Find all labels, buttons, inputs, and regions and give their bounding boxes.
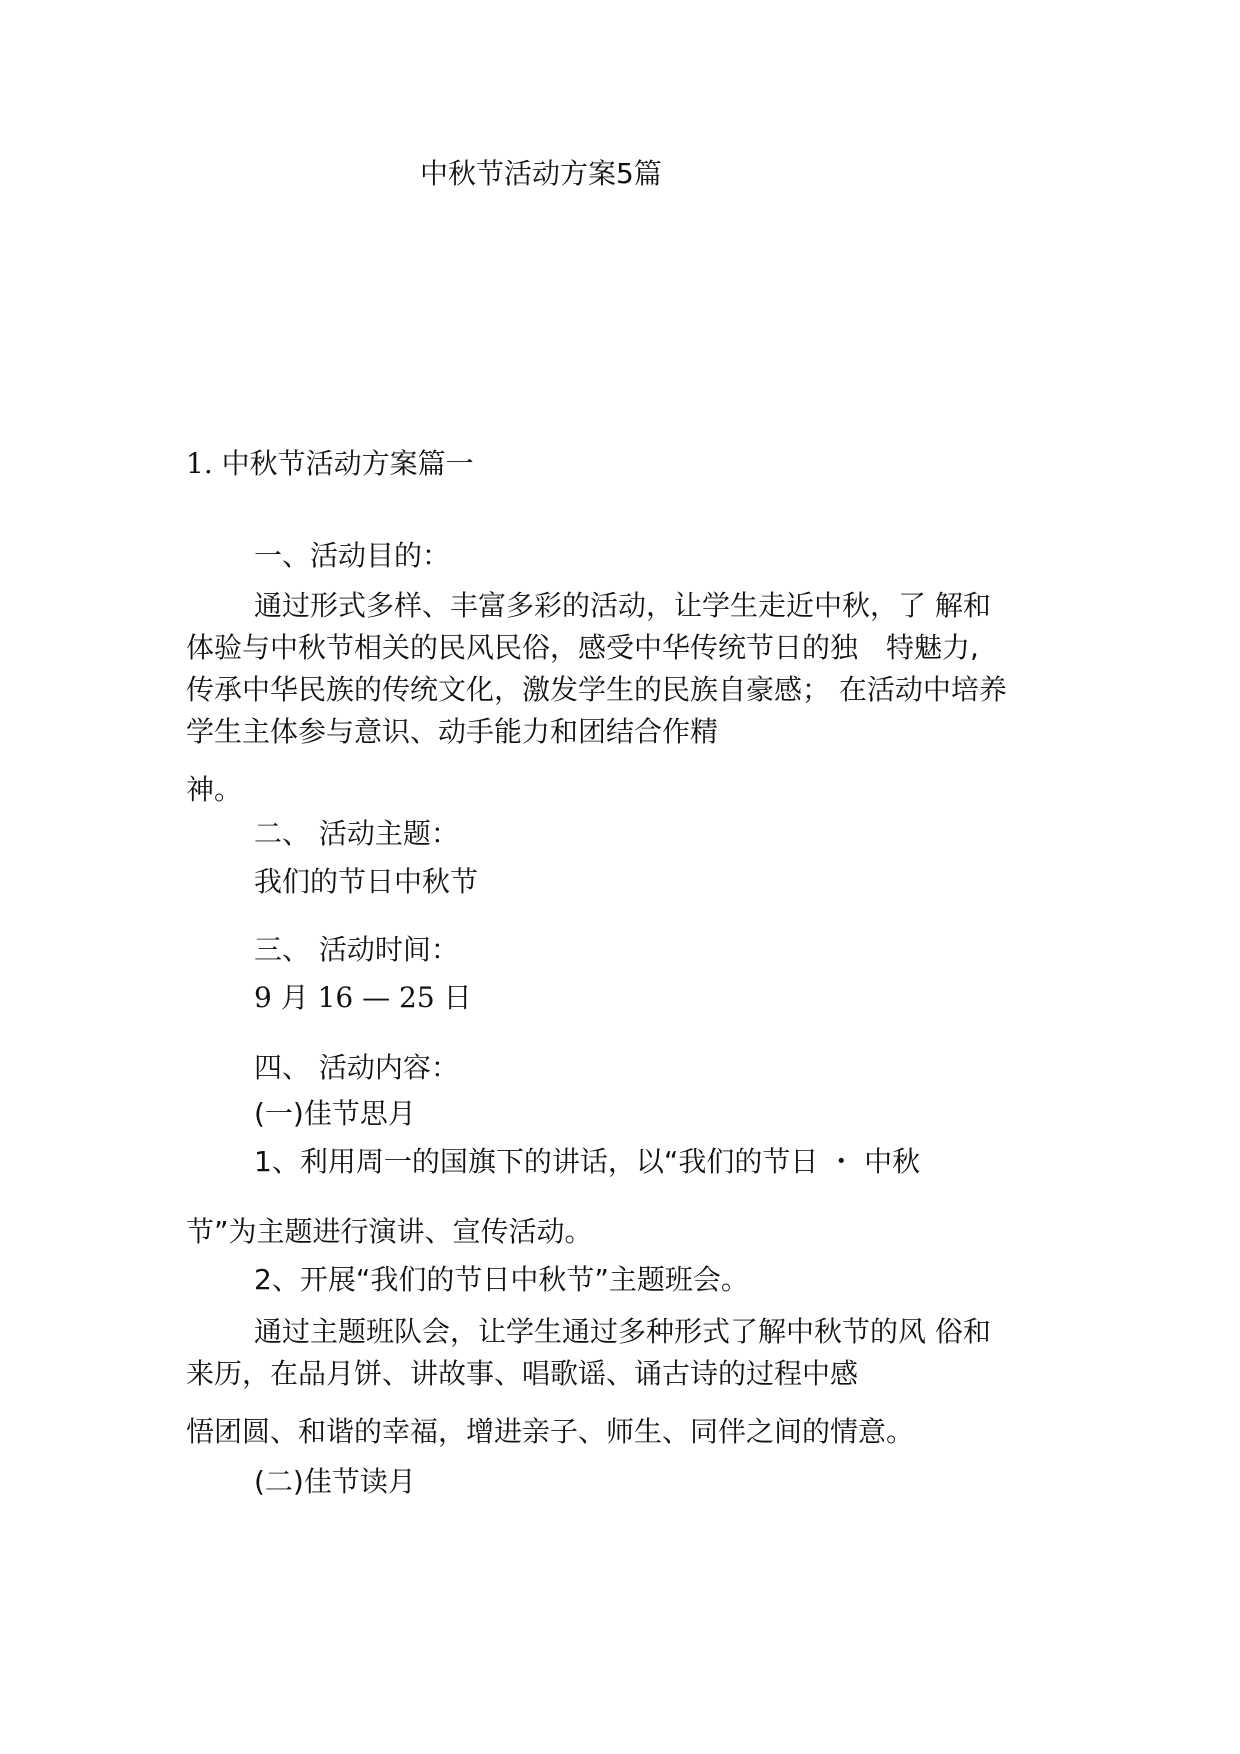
paragraph-line: 通过主题班队会，让学生通过多种形式了解中秋节的风 俗和 xyxy=(254,1315,991,1348)
heading-activity-theme: 二、 活动主题： xyxy=(254,817,459,850)
heading-activity-time: 三、 活动时间： xyxy=(254,933,459,966)
subheading-festival-think-moon: (一)佳节思月 xyxy=(254,1097,416,1130)
section-heading: 1. 中秋节活动方案篇一 xyxy=(186,447,474,480)
paragraph-line: 来历，在品月饼、讲故事、唱歌谣、诵古诗的过程中感 xyxy=(186,1357,859,1390)
paragraph-line: 学生主体参与意识、动手能力和团结合作精 xyxy=(186,715,719,748)
subheading-festival-read-moon: (二)佳节读月 xyxy=(254,1465,416,1498)
list-item-continuation: 节”为主题进行演讲、宣传活动。 xyxy=(186,1215,593,1248)
list-item: 1、利用周一的国旗下的讲话，以“我们的节日 ・ 中秋 xyxy=(254,1145,921,1178)
list-item: 2、开展“我们的节日中秋节”主题班会。 xyxy=(254,1263,749,1296)
activity-date-text: 9 月 16 — 25 日 xyxy=(254,981,472,1014)
heading-activity-content: 四、 活动内容： xyxy=(254,1051,459,1084)
paragraph-line: 传承中华民族的传统文化，激发学生的民族自豪感； 在活动中培养 xyxy=(186,673,1007,706)
heading-activity-purpose: 一、活动目的： xyxy=(254,539,451,572)
paragraph-line: 神。 xyxy=(186,773,243,806)
activity-theme-text: 我们的节日中秋节 xyxy=(254,865,479,898)
paragraph-line: 悟团圆、和谐的幸福，增进亲子、师生、同伴之间的情意。 xyxy=(186,1415,915,1448)
paragraph-line: 通过形式多样、丰富多彩的活动，让学生走近中秋，了 解和 xyxy=(254,589,991,622)
paragraph-line: 体验与中秋节相关的民风民俗，感受中华传统节日的独 特魅力, xyxy=(186,631,979,664)
document-title: 中秋节活动方案5篇 xyxy=(420,157,662,190)
